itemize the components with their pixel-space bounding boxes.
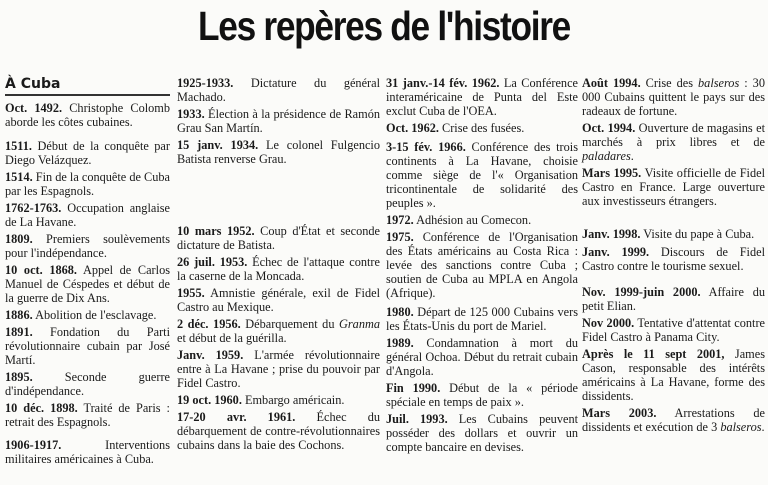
entry-date: 1809. — [5, 232, 33, 246]
entry-date: 3-15 fév. 1966. — [386, 140, 466, 154]
entry-text: Fin de la conquête de Cuba par les Espagnols. — [5, 170, 170, 198]
entry-text: Tentative d'attentat contre Fidel Castro à Panama City. — [582, 316, 765, 344]
entry-date: 10 déc. 1898. — [5, 401, 78, 415]
entry-text: Affaire du petit Elian. — [582, 285, 765, 313]
entry-text: Amnistie générale, exil de Fidel Castro au Mexique. — [177, 286, 380, 314]
timeline-entry — [582, 166, 765, 208]
entry-text: L'armée révolutionnaire entre à La Havane ; prise du pouvoir par Fidel Castro. — [177, 348, 380, 390]
entry-text: James Cason, responsable des intérêts américains à La Havane, forme des dissidents. — [582, 347, 765, 403]
entry-date: 19 oct. 1960. — [177, 393, 242, 407]
entry-text-italic: balseros — [698, 76, 740, 90]
entry-date: 31 janv.-14 fév. 1962. — [386, 76, 500, 90]
entry-date: Après le 11 sept 2001, — [582, 347, 725, 361]
entry-date: Janv. 1998. — [582, 227, 641, 241]
entry-text: Abolition de l'esclavage. — [32, 308, 157, 322]
timeline-entry — [386, 305, 578, 333]
entry-text-italic: Granma — [339, 317, 380, 331]
entry-text: Début de la « période spéciale en temps de paix ». — [386, 381, 578, 409]
entry-date: 1762-1763. — [5, 201, 62, 215]
entry-text: Occupation anglaise de La Havane. — [5, 201, 170, 229]
entry-text: . — [630, 149, 634, 163]
entry-text: Départ de 125 000 Cubains vers les États-Unis du port de Mariel. — [386, 305, 578, 333]
timeline-entry — [386, 121, 578, 135]
entry-date: Mars 1995. — [582, 166, 642, 180]
entry-text: Échec de l'attaque contre la caserne de la Moncada. — [177, 255, 380, 283]
entry-date: Oct. 1492. — [5, 101, 63, 115]
timeline-entry — [5, 370, 170, 398]
entry-text: Ouverture de magasins et marchés à prix libres et de — [582, 121, 765, 149]
entry-date: 1933. — [177, 107, 205, 121]
entry-date: Juil. 1993. — [386, 412, 448, 426]
entry-text: La Conférence interaméricaine de Punta del Este exclut Cuba de l'OEA. — [386, 76, 578, 118]
entry-text: Coup d'État et seconde dictature de Batista. — [177, 224, 381, 252]
entry-date: 1980. — [386, 305, 414, 319]
entry-date: Fin 1990. — [386, 381, 441, 395]
timeline-entry — [177, 393, 380, 407]
timeline-entry — [386, 140, 578, 210]
entry-date: Oct. 1994. — [582, 121, 636, 135]
timeline-entry — [177, 224, 380, 252]
timeline-entry — [177, 255, 380, 283]
timeline-entry — [177, 76, 380, 104]
entry-date: 10 mars 1952. — [177, 224, 255, 238]
entry-date: 1514. — [5, 170, 33, 184]
timeline-entry — [386, 381, 578, 409]
entry-text: Début de la conquête par Diego Velázquez. — [5, 139, 170, 167]
entry-date: Nov. 1999-juin 2000. — [582, 285, 701, 299]
timeline-entry — [5, 438, 170, 466]
entry-text: Débarquement du — [240, 317, 339, 331]
entry-date: 1511. — [5, 139, 32, 153]
entry-date: 15 janv. 1934. — [177, 138, 259, 152]
entry-date: 1895. — [5, 370, 33, 384]
entry-text: Le colonel Fulgencio Batista renverse Grau. — [177, 138, 380, 166]
entry-text: Interventions militaires américaines à Cuba. — [5, 438, 170, 466]
timeline-entry — [582, 76, 765, 118]
entry-text: Crise des fusées. — [438, 121, 525, 135]
entry-text: Condamnation à mort du général Ochoa. Début du retrait cubain d'Angola. — [386, 336, 578, 378]
entry-text: Seconde guerre d'indépendance. — [5, 370, 170, 398]
entry-text: et début de la guérilla. — [177, 331, 287, 345]
entry-date: Août 1994. — [582, 76, 641, 90]
entry-text: Arrestations de dissidents et exécution de 3 — [582, 406, 765, 434]
timeline-entry — [386, 412, 578, 454]
entry-text: Conférence des trois continents à La Havane, choisie comme siège de l'« Organisation tricontinentale de solidarité des peuples ». — [386, 140, 578, 210]
entry-text: Fondation du Parti révolutionnaire cubain par José Martí. — [5, 325, 170, 367]
timeline-entry — [5, 170, 170, 198]
entry-date: 1975. — [386, 230, 414, 244]
entry-text: Discours de Fidel Castro contre le tourisme sexuel. — [582, 245, 765, 273]
timeline-entry — [5, 139, 170, 167]
section-heading: À Cuba — [5, 76, 170, 96]
entry-date: Mars 2003. — [582, 406, 657, 420]
entry-text-italic: paladares — [582, 149, 631, 163]
page-title: Les repères de l'histoire — [197, 3, 571, 49]
timeline-entry — [582, 316, 765, 344]
entry-date: 17-20 avr. 1961. — [177, 410, 296, 424]
entry-date: 2 déc. 1956. — [177, 317, 241, 331]
timeline-entry — [5, 308, 170, 322]
timeline-entry — [582, 285, 765, 313]
timeline-entry — [5, 325, 170, 367]
entry-text: Adhésion au Comecon. — [413, 213, 532, 227]
entry-text: Crise des — [640, 76, 699, 90]
entry-text: Traité de Paris : retrait des Espagnols. — [5, 401, 170, 429]
entry-text: Visite officielle de Fidel Castro en France. Large ouverture aux investisseurs étrangers. — [582, 166, 765, 208]
entry-text: Dictature du général Machado. — [177, 76, 380, 104]
entry-date: 1989. — [386, 336, 414, 350]
entry-date: Oct. 1962. — [386, 121, 439, 135]
entry-text: Christophe Colomb aborde les côtes cubaines. — [5, 101, 170, 129]
timeline-entry — [177, 348, 380, 390]
timeline-entry — [177, 410, 380, 452]
timeline-entry — [386, 336, 578, 378]
entry-text: . — [761, 420, 765, 434]
timeline-entry — [582, 406, 765, 434]
entry-date: 1925-1933. — [177, 76, 234, 90]
timeline-entry — [386, 213, 578, 227]
timeline-entry — [5, 101, 170, 129]
entry-date: 10 oct. 1868. — [5, 263, 78, 277]
entry-text: : 30 000 Cubains quittent le pays sur des radeaux de fortune. — [582, 76, 765, 118]
entry-date: 1886. — [5, 308, 33, 322]
timeline-entry — [5, 201, 170, 229]
timeline-entry — [177, 107, 380, 135]
timeline-entry — [5, 263, 170, 305]
entry-text: Conférence de l'Organisation des États américains au Costa Rica : levée des sanctions contre Cuba ; soutien de Cuba au MPLA en Angola (Afrique). — [386, 230, 578, 300]
entry-text-italic: balseros — [720, 420, 762, 434]
timeline-entry — [5, 401, 170, 429]
entry-date: Nov 2000. — [582, 316, 635, 330]
entry-text: Élection à la présidence de Ramón Grau San Martín. — [177, 107, 380, 135]
entry-date: Janv. 1959. — [177, 348, 244, 362]
timeline-entry — [177, 286, 380, 314]
timeline-entry — [582, 121, 765, 163]
timeline-entry — [386, 76, 578, 118]
entry-text: Appel de Carlos Manuel de Céspedes et début de la guerre de Dix Ans. — [5, 263, 171, 305]
timeline-entry — [582, 227, 765, 241]
timeline-entry — [582, 245, 765, 273]
entry-text: Échec du débarquement de contre-révolutionnaires cubains dans la baie des Cochons. — [177, 410, 380, 452]
entry-date: 26 juil. 1953. — [177, 255, 248, 269]
entry-date: 1891. — [5, 325, 33, 339]
entry-date: 1955. — [177, 286, 205, 300]
entry-date: Janv. 1999. — [582, 245, 650, 259]
timeline-entry — [177, 317, 380, 345]
timeline-entry — [177, 138, 380, 166]
entry-date: 1906-1917. — [5, 438, 62, 452]
entry-text: Embargo américain. — [241, 393, 345, 407]
entry-text: Visite du pape à Cuba. — [640, 227, 755, 241]
timeline-entry — [386, 230, 578, 300]
entry-text: Premiers soulèvements pour l'indépendance. — [5, 232, 170, 260]
entry-text: Les Cubains peuvent posséder des dollars et ouvrir un compte bancaire en devises. — [386, 412, 579, 454]
entry-date: 1972. — [386, 213, 414, 227]
timeline-entry — [5, 232, 170, 260]
timeline-entry — [582, 347, 765, 403]
